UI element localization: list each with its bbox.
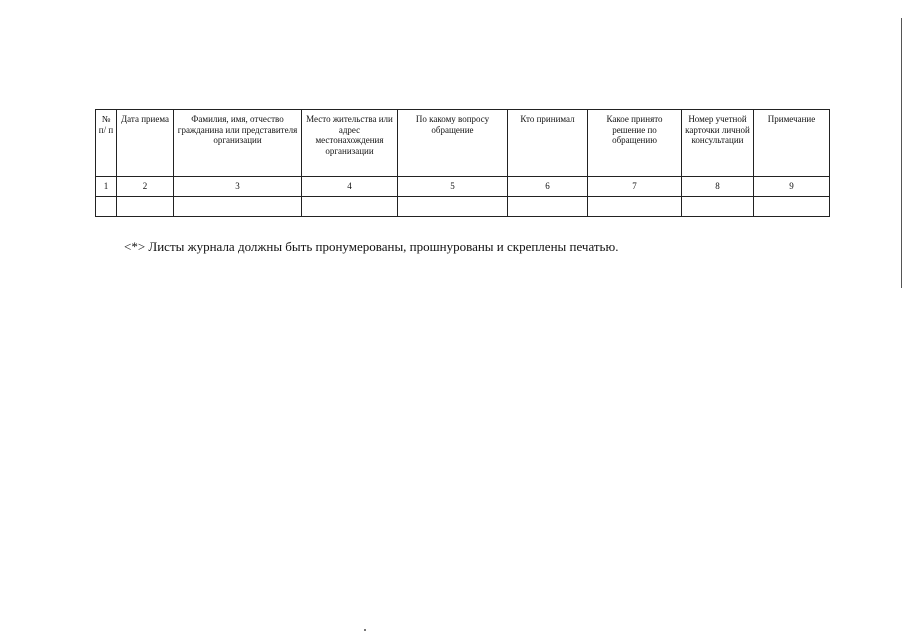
empty-entry-row bbox=[96, 197, 830, 217]
empty-cell bbox=[588, 197, 682, 217]
column-number-cell: 5 bbox=[398, 177, 508, 197]
page-edge-line bbox=[901, 18, 902, 288]
column-number-cell: 8 bbox=[682, 177, 754, 197]
empty-cell bbox=[398, 197, 508, 217]
header-cell-date: Дата приема bbox=[117, 110, 174, 177]
header-cell-decision: Какое принято решение по обращению bbox=[588, 110, 682, 177]
column-number-cell: 4 bbox=[302, 177, 398, 197]
header-cell-note: Примечание bbox=[754, 110, 830, 177]
column-number-cell: 2 bbox=[117, 177, 174, 197]
header-cell-card-number: Номер учетной карточки личной консультации bbox=[682, 110, 754, 177]
footnote-text: <*> Листы журнала должны быть пронумерованы, прошнурованы и скреплены печатью. bbox=[124, 239, 619, 254]
column-number-row bbox=[96, 177, 830, 197]
empty-cell bbox=[682, 197, 754, 217]
empty-cell bbox=[174, 197, 302, 217]
column-number-cell: 7 bbox=[588, 177, 682, 197]
header-cell-question: По какому вопросу обращение bbox=[398, 110, 508, 177]
column-number-cell: 3 bbox=[174, 177, 302, 197]
empty-cell bbox=[302, 197, 398, 217]
empty-cell bbox=[508, 197, 588, 217]
journal-table bbox=[95, 109, 830, 217]
header-cell-number: № п/ п bbox=[96, 110, 117, 177]
empty-cell bbox=[117, 197, 174, 217]
header-cell-address: Место жительства или адрес местонахождения организации bbox=[302, 110, 398, 177]
empty-cell bbox=[754, 197, 830, 217]
column-number-cell: 1 bbox=[96, 177, 117, 197]
header-row bbox=[96, 110, 830, 177]
empty-cell bbox=[96, 197, 117, 217]
column-number-cell: 9 bbox=[754, 177, 830, 197]
header-cell-received-by: Кто принимал bbox=[508, 110, 588, 177]
column-number-cell: 6 bbox=[508, 177, 588, 197]
header-cell-full-name: Фамилия, имя, отчество гражданина или представителя организации bbox=[174, 110, 302, 177]
scan-dot-mark bbox=[364, 629, 366, 631]
